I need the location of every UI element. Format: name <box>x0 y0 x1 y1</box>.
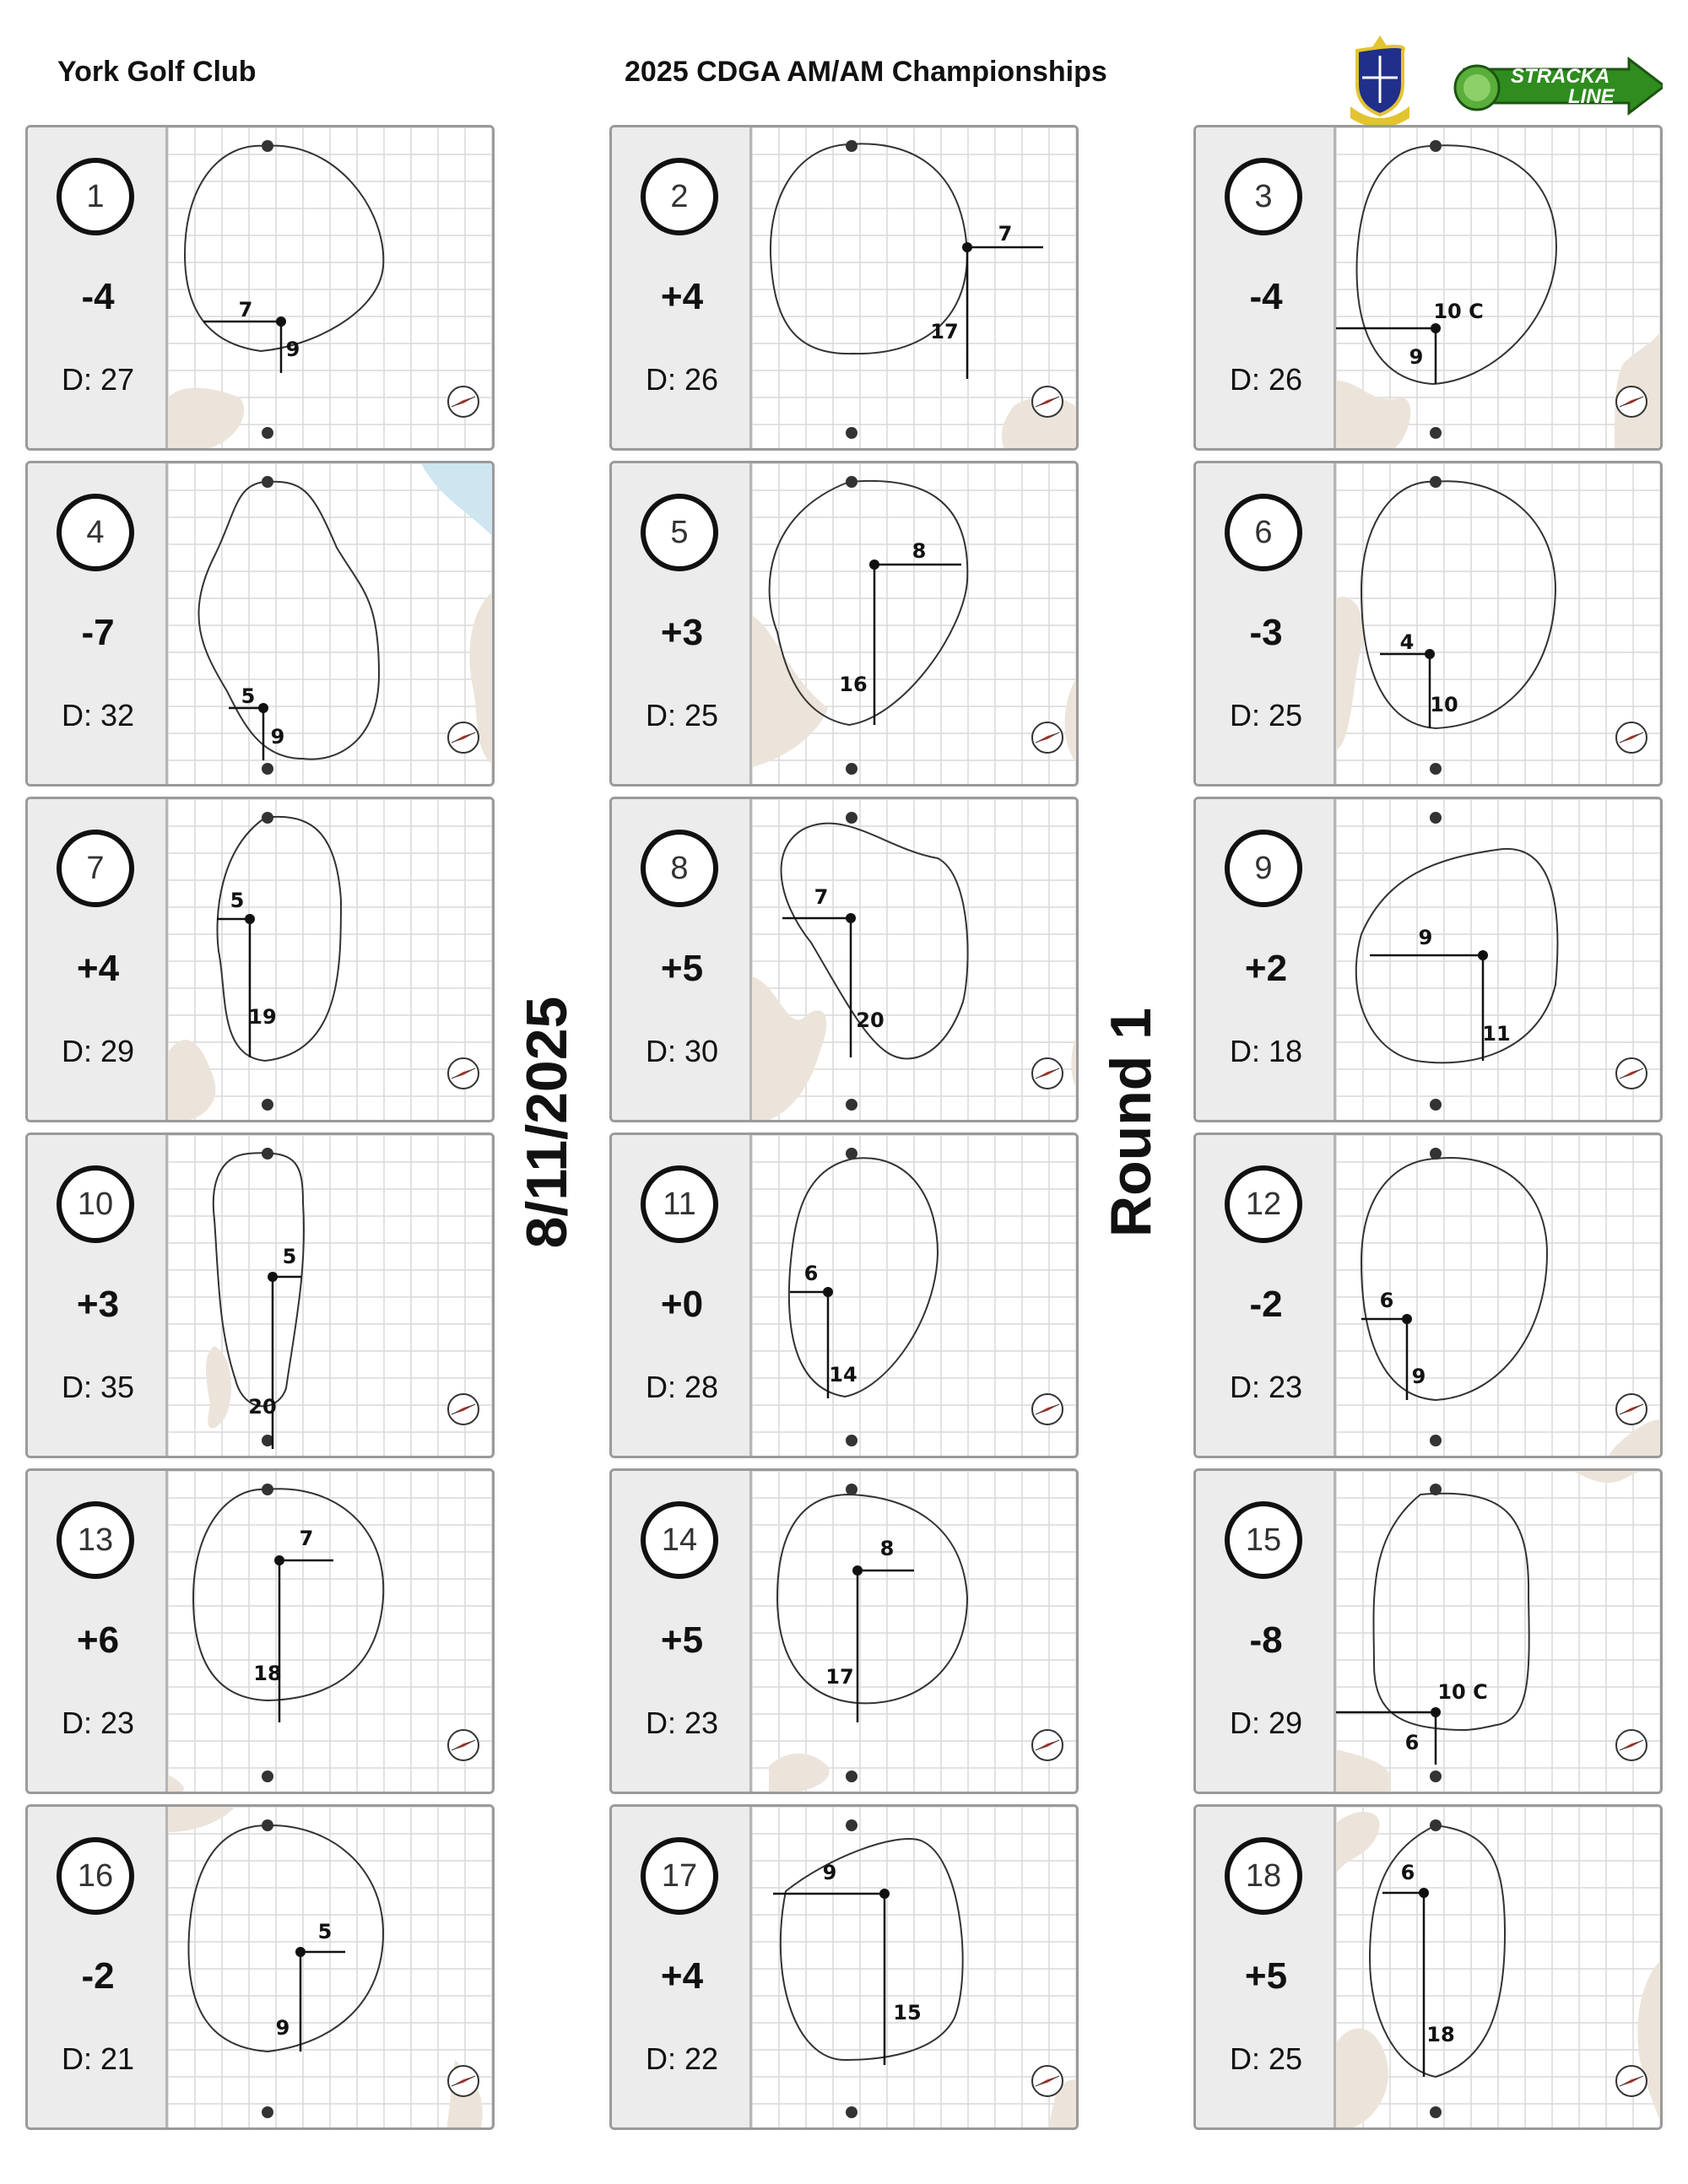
front-marker <box>1430 763 1442 775</box>
compass-icon <box>1616 1730 1647 1760</box>
back-marker <box>262 1148 273 1160</box>
compass-icon <box>1032 1058 1063 1089</box>
side-distance-label: 7 <box>814 885 829 909</box>
hole-card <box>1193 797 1663 1122</box>
hole-number: 4 <box>57 494 134 571</box>
front-distance-label: 20 <box>856 1008 885 1032</box>
sand-bunker <box>1606 1419 1663 1458</box>
hole-number: 3 <box>1225 158 1302 235</box>
side-distance-label: 5 <box>317 1920 333 1943</box>
pin-location <box>1431 323 1441 333</box>
front-distance-label: 19 <box>248 1005 277 1029</box>
green-diagram <box>168 463 495 787</box>
front-distance-label: 15 <box>893 2001 922 2025</box>
hole-card <box>609 1804 1079 2130</box>
hole-info-panel <box>1196 1471 1336 1792</box>
grid <box>168 1471 495 1794</box>
green-depth: D: 29 <box>61 1034 135 1068</box>
side-distance-label: 6 <box>1379 1289 1394 1312</box>
front-distance-label: 14 <box>829 1363 858 1387</box>
hole-card <box>1193 1804 1663 2130</box>
hole-number: 16 <box>57 1837 134 1915</box>
front-distance-label: 16 <box>839 673 868 696</box>
pin-location <box>268 1272 278 1282</box>
pin-offset: -4 <box>1249 276 1283 317</box>
hole-info-panel <box>1196 1807 1336 2127</box>
green-diagram <box>752 1807 1079 2130</box>
green-depth: D: 29 <box>1229 1706 1303 1740</box>
green-depth: D: 21 <box>61 2041 135 2076</box>
back-marker <box>1430 1484 1442 1495</box>
hole-number: 9 <box>1225 830 1302 907</box>
sand-bunker <box>1336 381 1410 451</box>
compass-icon <box>1616 1058 1647 1089</box>
pin-offset: +3 <box>660 612 704 653</box>
sand-bunker <box>1572 1471 1640 1483</box>
side-distance-label: 8 <box>912 539 927 563</box>
front-marker <box>262 763 273 775</box>
front-marker <box>1430 1770 1442 1782</box>
green-depth: D: 25 <box>1229 2041 1303 2076</box>
front-marker <box>846 427 858 439</box>
back-marker <box>846 812 858 824</box>
sand-bunker <box>1336 2029 1388 2130</box>
hole-number: 12 <box>1225 1165 1302 1243</box>
pin-offset: -4 <box>81 276 115 317</box>
green-diagram <box>752 1471 1079 1794</box>
green-diagram <box>752 1135 1079 1458</box>
pin-offset: +5 <box>1244 1955 1288 1997</box>
front-distance-label: 9 <box>1409 345 1424 369</box>
svg-text:STRACKA: STRACKA <box>1511 65 1610 88</box>
back-marker <box>846 1819 858 1831</box>
green-depth: D: 18 <box>1229 1034 1303 1068</box>
green-diagram <box>168 1135 495 1458</box>
green-diagram <box>1336 1135 1663 1458</box>
compass-icon <box>448 1058 479 1089</box>
front-marker <box>1430 2106 1442 2118</box>
round-date: 8/11/2025 <box>515 996 579 1249</box>
back-marker <box>1430 140 1442 152</box>
compass-icon <box>1032 1394 1063 1424</box>
back-marker <box>262 140 273 152</box>
green-depth: D: 26 <box>1229 362 1303 397</box>
hole-card <box>1193 1133 1663 1458</box>
sand-bunker <box>168 1040 215 1122</box>
pin-offset: +3 <box>76 1284 120 1325</box>
hole-info-panel <box>1196 463 1336 784</box>
hole-number: 18 <box>1225 1837 1302 1915</box>
hole-card <box>1193 461 1663 787</box>
green-diagram <box>752 799 1079 1122</box>
hole-number: 7 <box>57 830 134 907</box>
pin-location <box>846 913 856 923</box>
back-marker <box>846 1484 858 1495</box>
hole-card <box>25 1468 495 1794</box>
hole-card <box>25 1804 495 2130</box>
back-marker <box>262 1819 273 1831</box>
front-marker <box>1430 1435 1442 1446</box>
green-depth: D: 26 <box>645 362 719 397</box>
front-distance-label: 9 <box>270 725 285 749</box>
green-diagram <box>752 127 1079 451</box>
green-depth: D: 23 <box>61 1706 135 1740</box>
sand-bunker <box>752 615 828 767</box>
hole-info-panel <box>1196 127 1336 448</box>
front-distance-label: 9 <box>1411 1365 1426 1388</box>
grid <box>168 799 495 1122</box>
pin-location <box>258 703 268 713</box>
pin-offset: -2 <box>81 1955 115 1997</box>
green-diagram <box>168 1471 495 1794</box>
side-distance-label: 5 <box>230 889 245 912</box>
hole-card <box>25 461 495 787</box>
compass-icon <box>448 2066 479 2096</box>
hole-card <box>609 461 1079 787</box>
side-distance-label: 9 <box>1418 926 1433 949</box>
pin-offset: +4 <box>660 1955 704 1997</box>
green-depth: D: 23 <box>645 1706 719 1740</box>
compass-icon <box>448 722 479 753</box>
pin-location <box>1431 1707 1441 1717</box>
grid <box>752 1471 1079 1794</box>
pin-location <box>869 560 879 570</box>
hole-number: 13 <box>57 1501 134 1579</box>
pin-location <box>245 914 255 924</box>
front-distance-label: 20 <box>248 1395 277 1419</box>
green-diagram <box>168 1807 495 2130</box>
sand-bunker <box>168 387 244 451</box>
front-marker <box>846 1435 858 1446</box>
pin-location <box>823 1287 833 1297</box>
compass-icon <box>448 387 479 417</box>
green-depth: D: 27 <box>61 362 135 397</box>
pin-offset: +5 <box>660 1619 704 1661</box>
pin-location <box>1425 649 1435 659</box>
compass-icon <box>1616 2066 1647 2096</box>
green-outline <box>198 482 379 760</box>
side-distance-label: 7 <box>998 222 1013 246</box>
green-depth: D: 28 <box>645 1370 719 1404</box>
compass-icon <box>448 1730 479 1760</box>
pin-location <box>276 316 286 327</box>
back-marker <box>1430 476 1442 488</box>
grid <box>1336 463 1663 787</box>
pin-offset: +4 <box>76 948 120 989</box>
back-marker <box>262 812 273 824</box>
green-diagram <box>1336 463 1663 787</box>
front-marker <box>262 427 273 439</box>
front-marker <box>262 1770 273 1782</box>
hole-info-panel <box>612 1807 752 2127</box>
sand-bunker <box>168 1807 235 1832</box>
hole-info-panel <box>1196 799 1336 1120</box>
pin-location <box>852 1565 863 1576</box>
back-marker <box>846 1148 858 1160</box>
sand-bunker <box>752 976 826 1122</box>
pin-offset: +6 <box>76 1619 120 1661</box>
hole-card <box>25 797 495 1122</box>
green-outline <box>1361 1158 1547 1400</box>
hole-info-panel <box>1196 1135 1336 1456</box>
hole-number: 17 <box>641 1837 718 1915</box>
back-marker <box>1430 1819 1442 1831</box>
back-marker <box>262 476 273 488</box>
sand-bunker <box>1065 674 1079 767</box>
hole-number: 8 <box>641 830 718 907</box>
hole-info-panel <box>28 1471 168 1792</box>
hole-number: 11 <box>641 1165 718 1243</box>
sand-bunker <box>1615 322 1663 451</box>
hole-info-panel <box>612 127 752 448</box>
compass-icon <box>1616 387 1647 417</box>
front-marker <box>846 1099 858 1111</box>
front-distance-label: 17 <box>825 1665 854 1689</box>
green-depth: D: 23 <box>1229 1370 1303 1404</box>
hole-info-panel <box>28 1807 168 2127</box>
side-distance-label: 4 <box>1399 630 1415 654</box>
green-depth: D: 32 <box>61 698 135 733</box>
compass-icon <box>1616 722 1647 753</box>
grid <box>168 1807 495 2130</box>
side-distance-label: 5 <box>241 684 256 708</box>
green-outline <box>781 1839 963 2060</box>
side-distance-label: 6 <box>803 1262 819 1285</box>
side-distance-label: 7 <box>238 298 253 322</box>
sand-bunker <box>769 1754 830 1794</box>
green-depth: D: 25 <box>645 698 719 733</box>
front-marker <box>846 1770 858 1782</box>
front-marker <box>262 2106 273 2118</box>
svg-text:LINE: LINE <box>1568 85 1615 108</box>
front-marker <box>846 2106 858 2118</box>
green-diagram <box>168 127 495 451</box>
sand-bunker <box>1336 597 1364 750</box>
pin-offset: +0 <box>660 1284 704 1325</box>
pin-location <box>962 242 972 252</box>
green-diagram <box>1336 799 1663 1122</box>
pin-offset: +5 <box>660 948 704 989</box>
side-distance-label: 9 <box>822 1861 837 1884</box>
hole-card <box>25 1133 495 1458</box>
hole-card <box>609 797 1079 1122</box>
front-marker <box>1430 427 1442 439</box>
green-depth: D: 22 <box>645 2041 719 2076</box>
side-distance-label: 8 <box>879 1537 895 1560</box>
pin-offset: -2 <box>1249 1284 1283 1325</box>
hole-info-panel <box>28 127 168 448</box>
front-distance-label: 6 <box>1404 1731 1420 1754</box>
green-depth: D: 25 <box>1229 698 1303 733</box>
green-diagram <box>752 463 1079 787</box>
cdga-crest-logo <box>1350 35 1409 127</box>
side-distance-label: 6 <box>1400 1861 1415 1884</box>
compass-icon <box>448 1394 479 1424</box>
pin-location <box>1402 1314 1412 1324</box>
compass-icon <box>1032 2066 1063 2096</box>
hole-card <box>609 125 1079 451</box>
hole-card <box>25 125 495 451</box>
hole-info-panel <box>28 463 168 784</box>
pin-offset: +2 <box>1244 948 1288 989</box>
compass-icon <box>1032 1730 1063 1760</box>
side-distance-label: 10 C <box>1437 1680 1488 1704</box>
pin-location <box>295 1947 306 1957</box>
green-depth: D: 35 <box>61 1370 135 1404</box>
event-title: 2025 CDGA AM/AM Championships <box>625 56 1107 88</box>
back-marker <box>1430 1148 1442 1160</box>
logos <box>1350 25 1663 127</box>
hole-number: 1 <box>57 158 134 235</box>
green-diagram <box>1336 1807 1663 2130</box>
pin-offset: -8 <box>1249 1619 1283 1661</box>
grid <box>752 1807 1079 2130</box>
pin-offset: -3 <box>1249 612 1283 653</box>
hole-number: 2 <box>641 158 718 235</box>
compass-icon <box>1032 387 1063 417</box>
sand-bunker <box>1336 1812 1380 1874</box>
back-marker <box>846 140 858 152</box>
side-distance-label: 5 <box>282 1245 297 1268</box>
green-depth: D: 30 <box>645 1034 719 1068</box>
grid <box>752 1135 1079 1458</box>
hole-info-panel <box>612 1135 752 1456</box>
front-distance-label: 11 <box>1482 1022 1511 1046</box>
green-diagram <box>1336 127 1663 451</box>
water-hazard <box>421 463 495 539</box>
front-marker <box>1430 1099 1442 1111</box>
sand-bunker <box>206 1346 231 1429</box>
back-marker <box>262 1484 273 1495</box>
front-distance-label: 17 <box>930 320 959 343</box>
hole-info-panel <box>612 1471 752 1792</box>
stracka-line-logo <box>1455 59 1663 113</box>
hole-info-panel <box>28 1135 168 1456</box>
hole-card <box>1193 1468 1663 1794</box>
hole-info-panel <box>612 799 752 1120</box>
hole-card <box>609 1468 1079 1794</box>
sand-bunker <box>168 1775 184 1794</box>
pin-location <box>1419 1888 1429 1898</box>
front-distance-label: 18 <box>1426 2023 1455 2046</box>
round-label: Round 1 <box>1099 1008 1163 1237</box>
hole-card <box>1193 125 1663 451</box>
sand-bunker <box>1071 1027 1079 1095</box>
front-marker <box>846 763 858 775</box>
hole-number: 15 <box>1225 1501 1302 1579</box>
pin-location <box>1478 950 1488 960</box>
front-distance-label: 10 <box>1430 693 1458 716</box>
hole-number: 6 <box>1225 494 1302 571</box>
hole-info-panel <box>612 463 752 784</box>
club-name: York Golf Club <box>57 56 257 88</box>
back-marker <box>1430 812 1442 824</box>
hole-number: 14 <box>641 1501 718 1579</box>
green-diagram <box>1336 1471 1663 1794</box>
pin-offset: +4 <box>660 276 704 317</box>
grid <box>1336 1471 1663 1794</box>
front-distance-label: 18 <box>253 1662 282 1685</box>
compass-icon <box>1616 1394 1647 1424</box>
grid <box>1336 799 1663 1122</box>
hole-card <box>609 1133 1079 1458</box>
pin-location <box>274 1555 284 1565</box>
grid <box>168 463 495 787</box>
side-distance-label: 10 C <box>1433 300 1484 323</box>
side-distance-label: 7 <box>299 1527 314 1550</box>
hole-number: 5 <box>641 494 718 571</box>
front-marker <box>262 1099 273 1111</box>
front-distance-label: 9 <box>275 2016 290 2040</box>
pin-location <box>879 1889 890 1899</box>
hole-number: 10 <box>57 1165 134 1243</box>
front-distance-label: 9 <box>285 338 300 361</box>
hole-info-panel <box>28 799 168 1120</box>
compass-icon <box>1032 722 1063 753</box>
back-marker <box>846 476 858 488</box>
green-diagram <box>168 799 495 1122</box>
pin-offset: -7 <box>81 612 115 653</box>
